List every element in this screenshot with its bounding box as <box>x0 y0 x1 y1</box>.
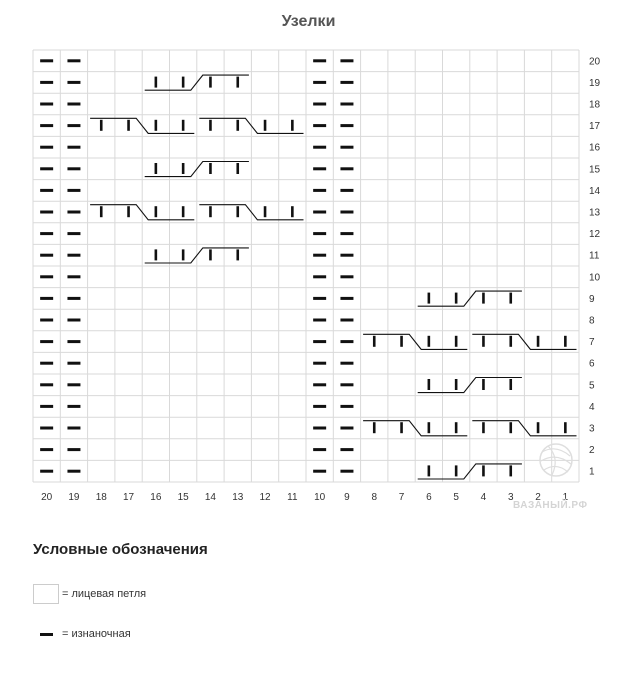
purl-stitch <box>340 470 353 473</box>
row-label: 2 <box>589 445 595 457</box>
column-label: 1 <box>562 492 569 503</box>
purl-stitch <box>40 146 53 149</box>
knit-stitch-mark <box>155 163 158 174</box>
legend-label-purl: = изнаночная <box>62 628 131 640</box>
knit-stitch-mark <box>509 336 512 347</box>
column-label: 17 <box>122 492 135 503</box>
knit-stitch-mark <box>182 249 185 260</box>
row-label: 8 <box>589 315 595 327</box>
knit-stitch-mark <box>428 379 431 390</box>
row-label: 15 <box>589 164 601 176</box>
row-label: 9 <box>589 293 595 305</box>
purl-stitch <box>313 59 326 62</box>
knit-stitch-mark <box>373 422 376 433</box>
purl-stitch <box>313 319 326 322</box>
column-label: 16 <box>150 492 162 503</box>
row-label: 19 <box>589 77 601 89</box>
purl-stitch <box>40 124 53 127</box>
knit-stitch-mark <box>564 336 567 347</box>
knit-stitch-mark <box>509 465 512 476</box>
purl-stitch <box>340 448 353 451</box>
row-label: 14 <box>589 185 601 197</box>
legend-item-knit <box>33 583 146 605</box>
legend-item-purl <box>33 623 131 645</box>
purl-stitch <box>67 103 80 106</box>
purl-stitch <box>67 232 80 235</box>
knit-stitch-mark <box>236 120 239 131</box>
purl-stitch <box>313 232 326 235</box>
knit-stitch-mark <box>482 465 485 476</box>
purl-stitch <box>40 59 53 62</box>
purl-stitch <box>313 405 326 408</box>
knit-stitch-swatch <box>33 584 59 604</box>
knit-stitch-mark <box>509 379 512 390</box>
knit-stitch-mark <box>209 206 212 217</box>
purl-stitch <box>313 427 326 430</box>
purl-stitch-swatch <box>33 624 59 644</box>
purl-stitch <box>67 448 80 451</box>
column-label: 11 <box>287 492 298 503</box>
row-label: 5 <box>589 380 595 392</box>
knit-stitch-mark <box>209 249 212 260</box>
purl-stitch <box>340 297 353 300</box>
purl-stitch <box>313 297 326 300</box>
purl-stitch <box>340 427 353 430</box>
purl-stitch <box>313 146 326 149</box>
purl-stitch <box>340 362 353 365</box>
column-label: 9 <box>344 492 350 503</box>
knit-stitch-mark <box>155 77 158 88</box>
purl-stitch <box>40 211 53 214</box>
purl-stitch <box>67 427 80 430</box>
knit-stitch-mark <box>509 293 512 304</box>
knit-stitch-mark <box>455 379 458 390</box>
knit-stitch-mark <box>155 120 158 131</box>
watermark-text: ВАЗАНЫЙ.РФ <box>513 500 588 511</box>
knit-stitch-mark <box>100 206 103 217</box>
purl-stitch <box>67 124 80 127</box>
knit-stitch-mark <box>182 77 185 88</box>
column-label: 14 <box>204 492 217 503</box>
row-label: 11 <box>589 250 600 262</box>
row-label: 18 <box>589 99 601 111</box>
row-label: 13 <box>589 207 601 219</box>
purl-stitch <box>340 232 353 235</box>
purl-stitch <box>313 189 326 192</box>
row-label: 3 <box>589 423 595 435</box>
purl-stitch <box>40 232 53 235</box>
purl-stitch <box>313 275 326 278</box>
purl-stitch <box>67 362 80 365</box>
purl-stitch <box>340 405 353 408</box>
purl-stitch <box>67 146 80 149</box>
column-label: 12 <box>259 492 271 503</box>
knit-stitch-mark <box>455 422 458 433</box>
column-label: 19 <box>68 492 80 503</box>
purl-stitch <box>313 81 326 84</box>
purl-stitch <box>340 211 353 214</box>
knit-stitch-mark <box>373 336 376 347</box>
knit-stitch-mark <box>455 293 458 304</box>
knit-stitch-mark <box>127 206 130 217</box>
purl-stitch <box>67 167 80 170</box>
column-label: 7 <box>398 492 405 503</box>
column-label: 8 <box>371 492 378 503</box>
column-label: 13 <box>232 492 244 503</box>
column-label: 6 <box>426 492 432 503</box>
knit-stitch-mark <box>482 293 485 304</box>
row-label: 10 <box>589 272 601 284</box>
purl-stitch <box>67 189 80 192</box>
purl-stitch <box>40 275 53 278</box>
purl-stitch <box>340 383 353 386</box>
purl-stitch <box>313 124 326 127</box>
purl-stitch <box>313 103 326 106</box>
knit-stitch-mark <box>482 336 485 347</box>
knit-stitch-mark <box>537 336 540 347</box>
row-label: 7 <box>589 337 595 349</box>
knit-stitch-mark <box>236 77 239 88</box>
purl-stitch <box>67 297 80 300</box>
purl-stitch <box>340 103 353 106</box>
knit-stitch-mark <box>428 293 431 304</box>
purl-stitch <box>40 362 53 365</box>
purl-stitch <box>313 362 326 365</box>
knit-stitch-mark <box>428 336 431 347</box>
purl-stitch <box>313 254 326 257</box>
knit-stitch-mark <box>209 120 212 131</box>
column-label: 4 <box>480 492 487 503</box>
purl-stitch <box>67 340 80 343</box>
knit-stitch-mark <box>155 206 158 217</box>
column-label: 18 <box>95 492 107 503</box>
chart-title: Узелки <box>281 13 336 30</box>
column-label: 5 <box>453 492 459 503</box>
legend-title: Условные обозначения <box>33 541 208 558</box>
purl-stitch <box>40 319 53 322</box>
knit-stitch-mark <box>400 422 403 433</box>
knit-stitch-mark <box>236 249 239 260</box>
purl-stitch <box>40 189 53 192</box>
knit-stitch-mark <box>182 206 185 217</box>
purl-stitch <box>40 448 53 451</box>
knit-stitch-mark <box>127 120 130 131</box>
purl-stitch <box>340 319 353 322</box>
knit-stitch-mark <box>155 249 158 260</box>
legend-label-knit: = лицевая петля <box>62 588 147 600</box>
purl-stitch <box>313 448 326 451</box>
purl-stitch <box>40 470 53 473</box>
row-label: 6 <box>589 358 595 370</box>
knit-stitch-mark <box>291 120 294 131</box>
purl-stitch <box>67 405 80 408</box>
purl-stitch <box>67 383 80 386</box>
purl-stitch <box>67 211 80 214</box>
purl-stitch <box>67 254 80 257</box>
purl-stitch <box>313 167 326 170</box>
knit-stitch-mark <box>482 422 485 433</box>
knit-stitch-mark <box>264 120 267 131</box>
column-label: 2 <box>535 492 541 503</box>
knit-stitch-mark <box>236 163 239 174</box>
purl-stitch <box>313 340 326 343</box>
knit-stitch-mark <box>100 120 103 131</box>
purl-stitch <box>40 383 53 386</box>
purl-stitch <box>340 340 353 343</box>
row-label: 4 <box>589 401 595 413</box>
purl-stitch <box>40 103 53 106</box>
purl-stitch <box>340 124 353 127</box>
purl-stitch <box>340 81 353 84</box>
knit-stitch-mark <box>428 465 431 476</box>
row-label: 16 <box>589 142 601 154</box>
purl-stitch <box>313 211 326 214</box>
row-label: 12 <box>589 229 601 241</box>
knit-stitch-mark <box>400 336 403 347</box>
knit-stitch-mark <box>264 206 267 217</box>
row-label: 17 <box>589 121 601 133</box>
purl-stitch <box>67 81 80 84</box>
purl-dash-icon <box>40 633 53 636</box>
purl-stitch <box>340 254 353 257</box>
row-label: 1 <box>589 466 595 478</box>
knit-stitch-mark <box>509 422 512 433</box>
knit-stitch-mark <box>209 77 212 88</box>
knit-stitch-mark <box>482 379 485 390</box>
knit-stitch-mark <box>236 206 239 217</box>
knit-stitch-mark <box>537 422 540 433</box>
knit-stitch-mark <box>291 206 294 217</box>
purl-stitch <box>67 470 80 473</box>
chart-grid <box>33 50 579 482</box>
axis-labels <box>41 56 600 503</box>
column-label: 3 <box>507 492 514 503</box>
purl-stitch <box>313 470 326 473</box>
column-label: 20 <box>41 492 53 503</box>
purl-stitch <box>40 340 53 343</box>
column-label: 10 <box>314 492 326 503</box>
knit-stitch-mark <box>564 422 567 433</box>
purl-stitch <box>340 189 353 192</box>
purl-stitch <box>67 275 80 278</box>
purl-stitch <box>40 167 53 170</box>
purl-stitch <box>40 254 53 257</box>
purl-stitch <box>40 81 53 84</box>
knit-stitch-mark <box>182 163 185 174</box>
purl-stitch <box>340 167 353 170</box>
purl-stitch <box>40 427 53 430</box>
purl-stitch <box>340 59 353 62</box>
purl-stitch <box>40 297 53 300</box>
purl-stitch <box>313 383 326 386</box>
knit-stitch-mark <box>455 336 458 347</box>
knit-stitch-mark <box>455 465 458 476</box>
knit-stitch-mark <box>182 120 185 131</box>
purl-stitch <box>340 146 353 149</box>
knit-stitch-mark <box>209 163 212 174</box>
row-label: 20 <box>589 56 601 68</box>
purl-stitch <box>40 405 53 408</box>
purl-stitch <box>67 59 80 62</box>
purl-stitch <box>67 319 80 322</box>
knit-stitch-mark <box>428 422 431 433</box>
column-label: 15 <box>177 492 189 503</box>
purl-stitch <box>340 275 353 278</box>
